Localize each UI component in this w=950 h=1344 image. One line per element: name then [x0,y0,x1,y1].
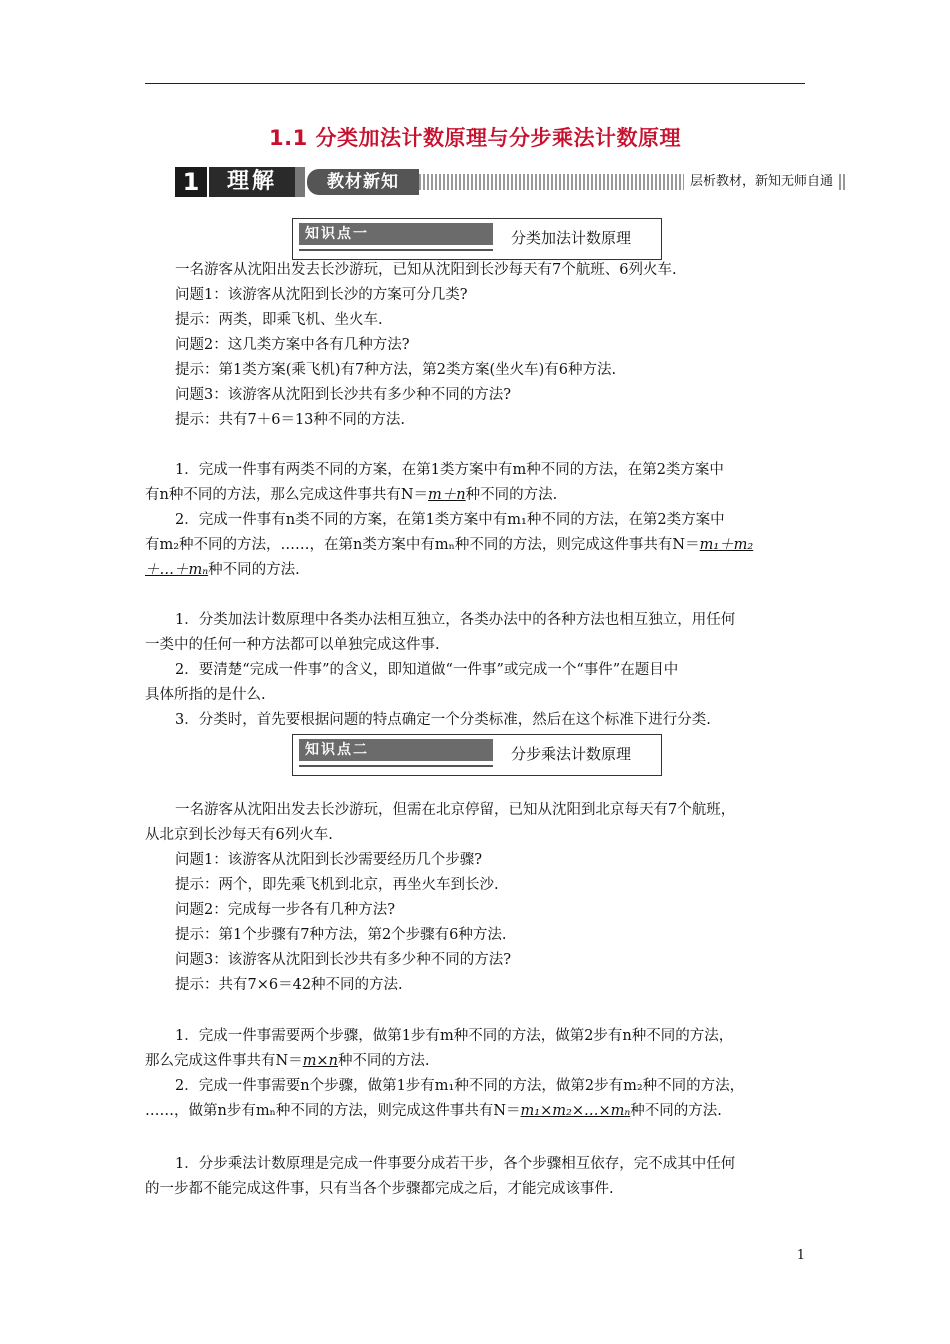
kp2-rule-1-prefix: 那么完成这件事共有N＝ [145,1053,303,1069]
knowledge-point-2-name: 分步乘法计数原理 [511,745,632,763]
kp1-rule-2-line-3 [145,558,807,582]
kp2-rule-2-line-1: 2．完成一件事需要n个步骤，做第1步有m₁种不同的方法，做第2步有m₂种不同的方法， [175,1078,745,1094]
kp1-rule-1-suffix: 种不同的方法. [465,487,558,503]
kp1-note-2-line-1: 2．要清楚“完成一件事”的含义，即知道做“一件事”或完成一个“事件”在题目中 [175,662,679,678]
kp1-note-1-line-2: 一类中的任何一种方法都可以单独完成这件事. [145,637,440,653]
kp2-rule-2-suffix: 种不同的方法. [630,1103,722,1119]
kp1-note-2-line-2: 具体所指的是什么. [145,687,266,703]
kp2-question-2: 问题2：完成每一步各有几种方法? [175,902,395,918]
kp1-rule-1-formula: m＋n [428,487,466,503]
kp1-rule-2-prefix: 有m₂种不同的方法，……，在第n类方案中有mₙ种不同的方法，则完成这件事共有N＝ [145,537,700,553]
kp1-hint-1: 提示：两类，即乘飞机、坐火车. [175,312,383,328]
kp1-note-3: 3．分类时，首先要根据问题的特点确定一个分类标准，然后在这个标准下进行分类. [175,712,711,728]
kp2-hint-1: 提示：两个，即先乘飞机到北京，再坐火车到长沙. [175,877,499,893]
kp2-rule-1-line-2 [145,1049,807,1073]
kp2-rule-2-prefix: ……，做第n步有mₙ种不同的方法，则完成这件事共有N＝ [145,1103,521,1119]
kp1-rule-2-formula-a: m₁＋m₂ [699,537,754,553]
kp1-question-2: 问题2：这几类方案中各有几种方法? [175,337,410,353]
kp1-rule-2-line-1: 2．完成一件事有n类不同的方案，在第1类方案中有m₁种不同的方法，在第2类方案中 [175,512,725,528]
kp2-rule-1-suffix: 种不同的方法. [337,1053,430,1069]
knowledge-point-1-label: 知识点一 [299,223,493,245]
banner-number: 1 [175,167,207,197]
kp2-rule-1-formula: m×n [302,1053,338,1069]
kp2-rule-1-line-1: 1．完成一件事需要两个步骤，做第1步有m种不同的方法，做第2步有n种不同的方法， [175,1028,734,1044]
kp2-note-1-line-1: 1．分步乘法计数原理是完成一件事要分成若干步，各个步骤相互依存，完不成其中任何 [175,1156,736,1172]
knowledge-point-1-underline [299,249,493,251]
kp2-rule-2-formula: m₁×m₂×…×mₙ [520,1103,631,1119]
knowledge-point-1-box [292,218,662,260]
kp2-question-3: 问题3：该游客从沈阳到长沙共有多少种不同的方法? [175,952,511,968]
section-banner [175,165,847,201]
kp2-hint-2: 提示：第1个步骤有7种方法，第2个步骤有6种方法. [175,927,507,943]
kp1-rule-1-line-1: 1．完成一件事有两类不同的方案，在第1类方案中有m种不同的方法，在第2类方案中 [175,462,724,478]
kp1-rule-2-formula-b: ＋…＋mₙ [145,562,209,578]
knowledge-point-2-underline [299,765,493,767]
kp2-question-1: 问题1：该游客从沈阳到长沙需要经历几个步骤? [175,852,482,868]
kp1-question-3: 问题3：该游客从沈阳到长沙共有多少种不同的方法? [175,387,511,403]
kp2-hint-3: 提示：共有7×6＝42种不同的方法. [175,977,403,993]
banner-tag: 教材新知 [307,169,419,195]
kp2-scenario-line-2: 从北京到长沙每天有6列火车. [145,827,333,843]
kp1-rule-1-line-2 [145,483,807,507]
knowledge-point-2-label: 知识点二 [299,739,493,761]
kp2-rule-2-line-2 [145,1099,807,1123]
kp1-rule-2-suffix: 种不同的方法. [208,562,300,578]
kp1-hint-3: 提示：共有7＋6＝13种不同的方法. [175,412,406,428]
kp2-note-1-line-2: 的一步都不能完成这件事，只有当各个步骤都完成之后，才能完成该事件. [145,1181,614,1197]
kp1-question-1: 问题1：该游客从沈阳到长沙的方案可分几类? [175,287,468,303]
kp1-note-1-line-1: 1．分类加法计数原理中各类办法相互独立，各类办法中的各种方法也相互独立，用任何 [175,612,736,628]
top-rule [145,83,805,84]
banner-word: 理解 [209,167,305,197]
knowledge-point-1-name: 分类加法计数原理 [511,229,632,247]
kp2-scenario-line-1: 一名游客从沈阳出发去长沙游玩，但需在北京停留，已知从沈阳到北京每天有7个航班， [175,802,736,818]
knowledge-point-2-box [292,734,662,776]
kp1-rule-2-line-2 [145,533,807,557]
kp1-hint-2: 提示：第1类方案(乘飞机)有7种方法，第2类方案(坐火车)有6种方法. [175,362,617,378]
kp1-rule-1-prefix: 有n种不同的方法，那么完成这件事共有N＝ [145,487,429,503]
page-title: 1.1 分类加法计数原理与分步乘法计数原理 [268,126,681,150]
kp1-scenario: 一名游客从沈阳出发去长沙游玩，已知从沈阳到长沙每天有7个航班、6列火车. [175,262,677,278]
banner-motto: 层析教材，新知无师自通 [684,172,839,192]
page-number: 1 [796,1248,805,1263]
